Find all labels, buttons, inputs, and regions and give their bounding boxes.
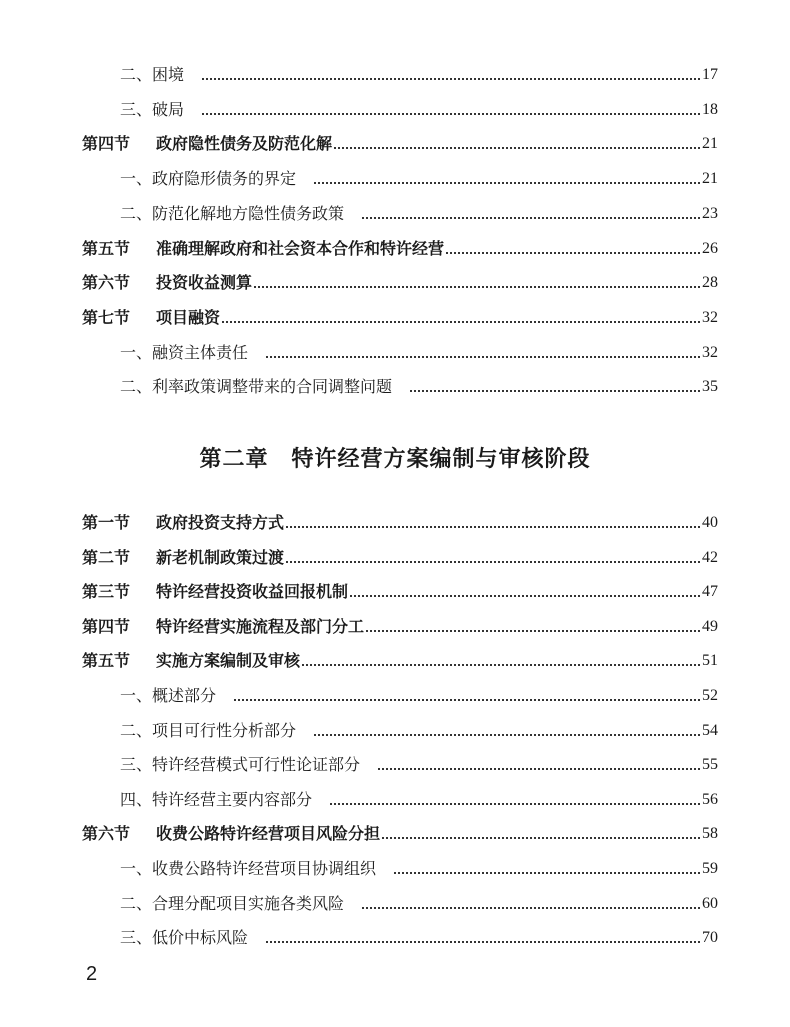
toc-subsection-entry <box>82 854 718 880</box>
toc-page-number: 23 <box>702 204 718 222</box>
dot-leader <box>410 390 700 392</box>
dot-leader <box>314 182 700 184</box>
toc-page-number: 58 <box>702 825 718 843</box>
dot-leader <box>222 321 700 323</box>
toc-entry-title: 二、合理分配项目实施各类风险 <box>120 893 345 913</box>
chapter-title: 第二章 特许经营方案编制与审核阶段 <box>199 447 591 472</box>
toc-section-number: 第七节 <box>82 307 131 327</box>
toc-subsection-entry <box>82 372 718 398</box>
toc-entry-title: 项目融资 <box>156 307 221 327</box>
toc-section-number: 第五节 <box>82 238 131 258</box>
toc-entry-title: 政府投资支持方式 <box>156 513 285 532</box>
toc-page-number: 54 <box>702 721 718 739</box>
dot-leader <box>234 699 700 701</box>
dot-leader <box>202 113 700 115</box>
toc-subsection-entry <box>82 681 718 707</box>
dot-leader <box>286 561 700 563</box>
toc-page-number: 70 <box>702 929 718 947</box>
toc-entry-title: 政府隐性债务及防范化解 <box>156 134 333 154</box>
toc-subsection-entry <box>82 785 718 811</box>
toc-page-number: 35 <box>702 378 718 396</box>
toc-page-number: 51 <box>702 652 718 670</box>
toc-section-number: 第五节 <box>82 651 131 671</box>
toc-entry-title: 三、低价中标风险 <box>120 928 249 948</box>
page-number: 2 <box>86 963 98 985</box>
toc-page-number: 26 <box>702 239 718 257</box>
toc-section-entry <box>82 268 718 294</box>
dot-leader <box>362 907 700 909</box>
toc-entry-title: 二、利率政策调整带来的合同调整问题 <box>120 377 393 397</box>
dot-leader <box>302 664 700 666</box>
toc-section-number: 第三节 <box>82 582 131 602</box>
dot-leader <box>334 147 700 149</box>
toc-page-number: 56 <box>702 790 718 808</box>
toc-page-number: 55 <box>702 756 718 774</box>
toc-entry-title: 一、收费公路特许经营项目协调组织 <box>120 859 377 878</box>
toc-entry-title: 特许经营投资收益回报机制 <box>156 582 349 602</box>
toc-entry-title: 特许经营实施流程及部门分工 <box>156 616 365 636</box>
toc-subsection-entry <box>82 199 718 225</box>
dot-leader <box>202 78 700 80</box>
toc-page-number: 17 <box>702 66 718 83</box>
toc-entry-title: 二、困境 <box>120 65 185 84</box>
toc-subsection-entry <box>82 95 718 121</box>
toc-entry-title: 一、政府隐形债务的界定 <box>120 169 297 189</box>
dot-leader <box>382 837 700 839</box>
toc-section-number: 第六节 <box>82 273 131 293</box>
toc-page-number: 18 <box>702 100 718 118</box>
toc-entry-title: 三、特许经营模式可行性论证部分 <box>120 755 361 775</box>
dot-leader <box>350 595 700 597</box>
dot-leader <box>330 803 700 805</box>
toc-section-number: 第四节 <box>82 616 131 636</box>
toc-subsection-entry <box>82 338 718 364</box>
toc-section-entry <box>82 612 718 638</box>
toc-entry-title: 三、破局 <box>120 99 185 119</box>
toc-subsection-entry <box>82 889 718 915</box>
toc-section-number: 第六节 <box>82 824 131 844</box>
toc-subsection-entry <box>82 164 718 190</box>
toc-entry-title: 收费公路特许经营项目风险分担 <box>156 824 381 844</box>
toc-page-number: 28 <box>702 274 718 292</box>
toc-subsection-entry <box>82 60 718 86</box>
toc-entry-title: 四、特许经营主要内容部分 <box>120 789 313 809</box>
toc-section-entry <box>82 543 718 569</box>
dot-leader <box>394 872 700 874</box>
dot-leader <box>366 630 700 632</box>
toc-entry-title: 一、概述部分 <box>120 686 217 705</box>
toc-page-number: 40 <box>702 514 718 531</box>
dot-leader <box>286 526 700 528</box>
toc-entry-title: 投资收益测算 <box>156 273 253 293</box>
toc-page-number: 32 <box>702 308 718 326</box>
toc-page-number: 47 <box>702 583 718 601</box>
toc-section-entry <box>82 646 718 672</box>
toc-page-number: 42 <box>702 548 718 566</box>
dot-leader <box>266 356 700 358</box>
toc-page-number: 21 <box>702 135 718 153</box>
toc-page-number: 49 <box>702 617 718 635</box>
toc-section-entry <box>82 129 718 155</box>
dot-leader <box>254 286 700 288</box>
dot-leader <box>378 768 700 770</box>
toc-subsection-entry <box>82 716 718 742</box>
toc-section-number: 第一节 <box>82 513 131 532</box>
toc-section-number: 第二节 <box>82 547 131 567</box>
toc-section-entry <box>82 819 718 845</box>
toc-section-entry <box>82 508 718 534</box>
toc-page-number: 59 <box>702 860 718 877</box>
toc-section-entry <box>82 303 718 329</box>
toc-entry-title: 实施方案编制及审核 <box>156 651 301 671</box>
dot-leader <box>314 734 700 736</box>
toc-page-number: 60 <box>702 894 718 912</box>
toc-page-number: 21 <box>702 170 718 188</box>
dot-leader <box>362 217 700 219</box>
toc-entry-title: 一、融资主体责任 <box>120 342 249 362</box>
toc-page-number: 52 <box>702 687 718 704</box>
toc-page-number: 32 <box>702 343 718 361</box>
toc-section-entry <box>82 577 718 603</box>
toc-section-entry <box>82 234 718 260</box>
toc-entry-title: 二、防范化解地方隐性债务政策 <box>120 203 345 223</box>
dot-leader <box>266 941 700 943</box>
toc-subsection-entry <box>82 923 718 949</box>
toc-entry-title: 二、项目可行性分析部分 <box>120 720 297 740</box>
dot-leader <box>446 252 700 254</box>
toc-subsection-entry <box>82 750 718 776</box>
toc-entry-title: 准确理解政府和社会资本合作和特许经营 <box>156 238 445 258</box>
toc-section-number: 第四节 <box>82 134 131 154</box>
toc-entry-title: 新老机制政策过渡 <box>156 547 285 567</box>
